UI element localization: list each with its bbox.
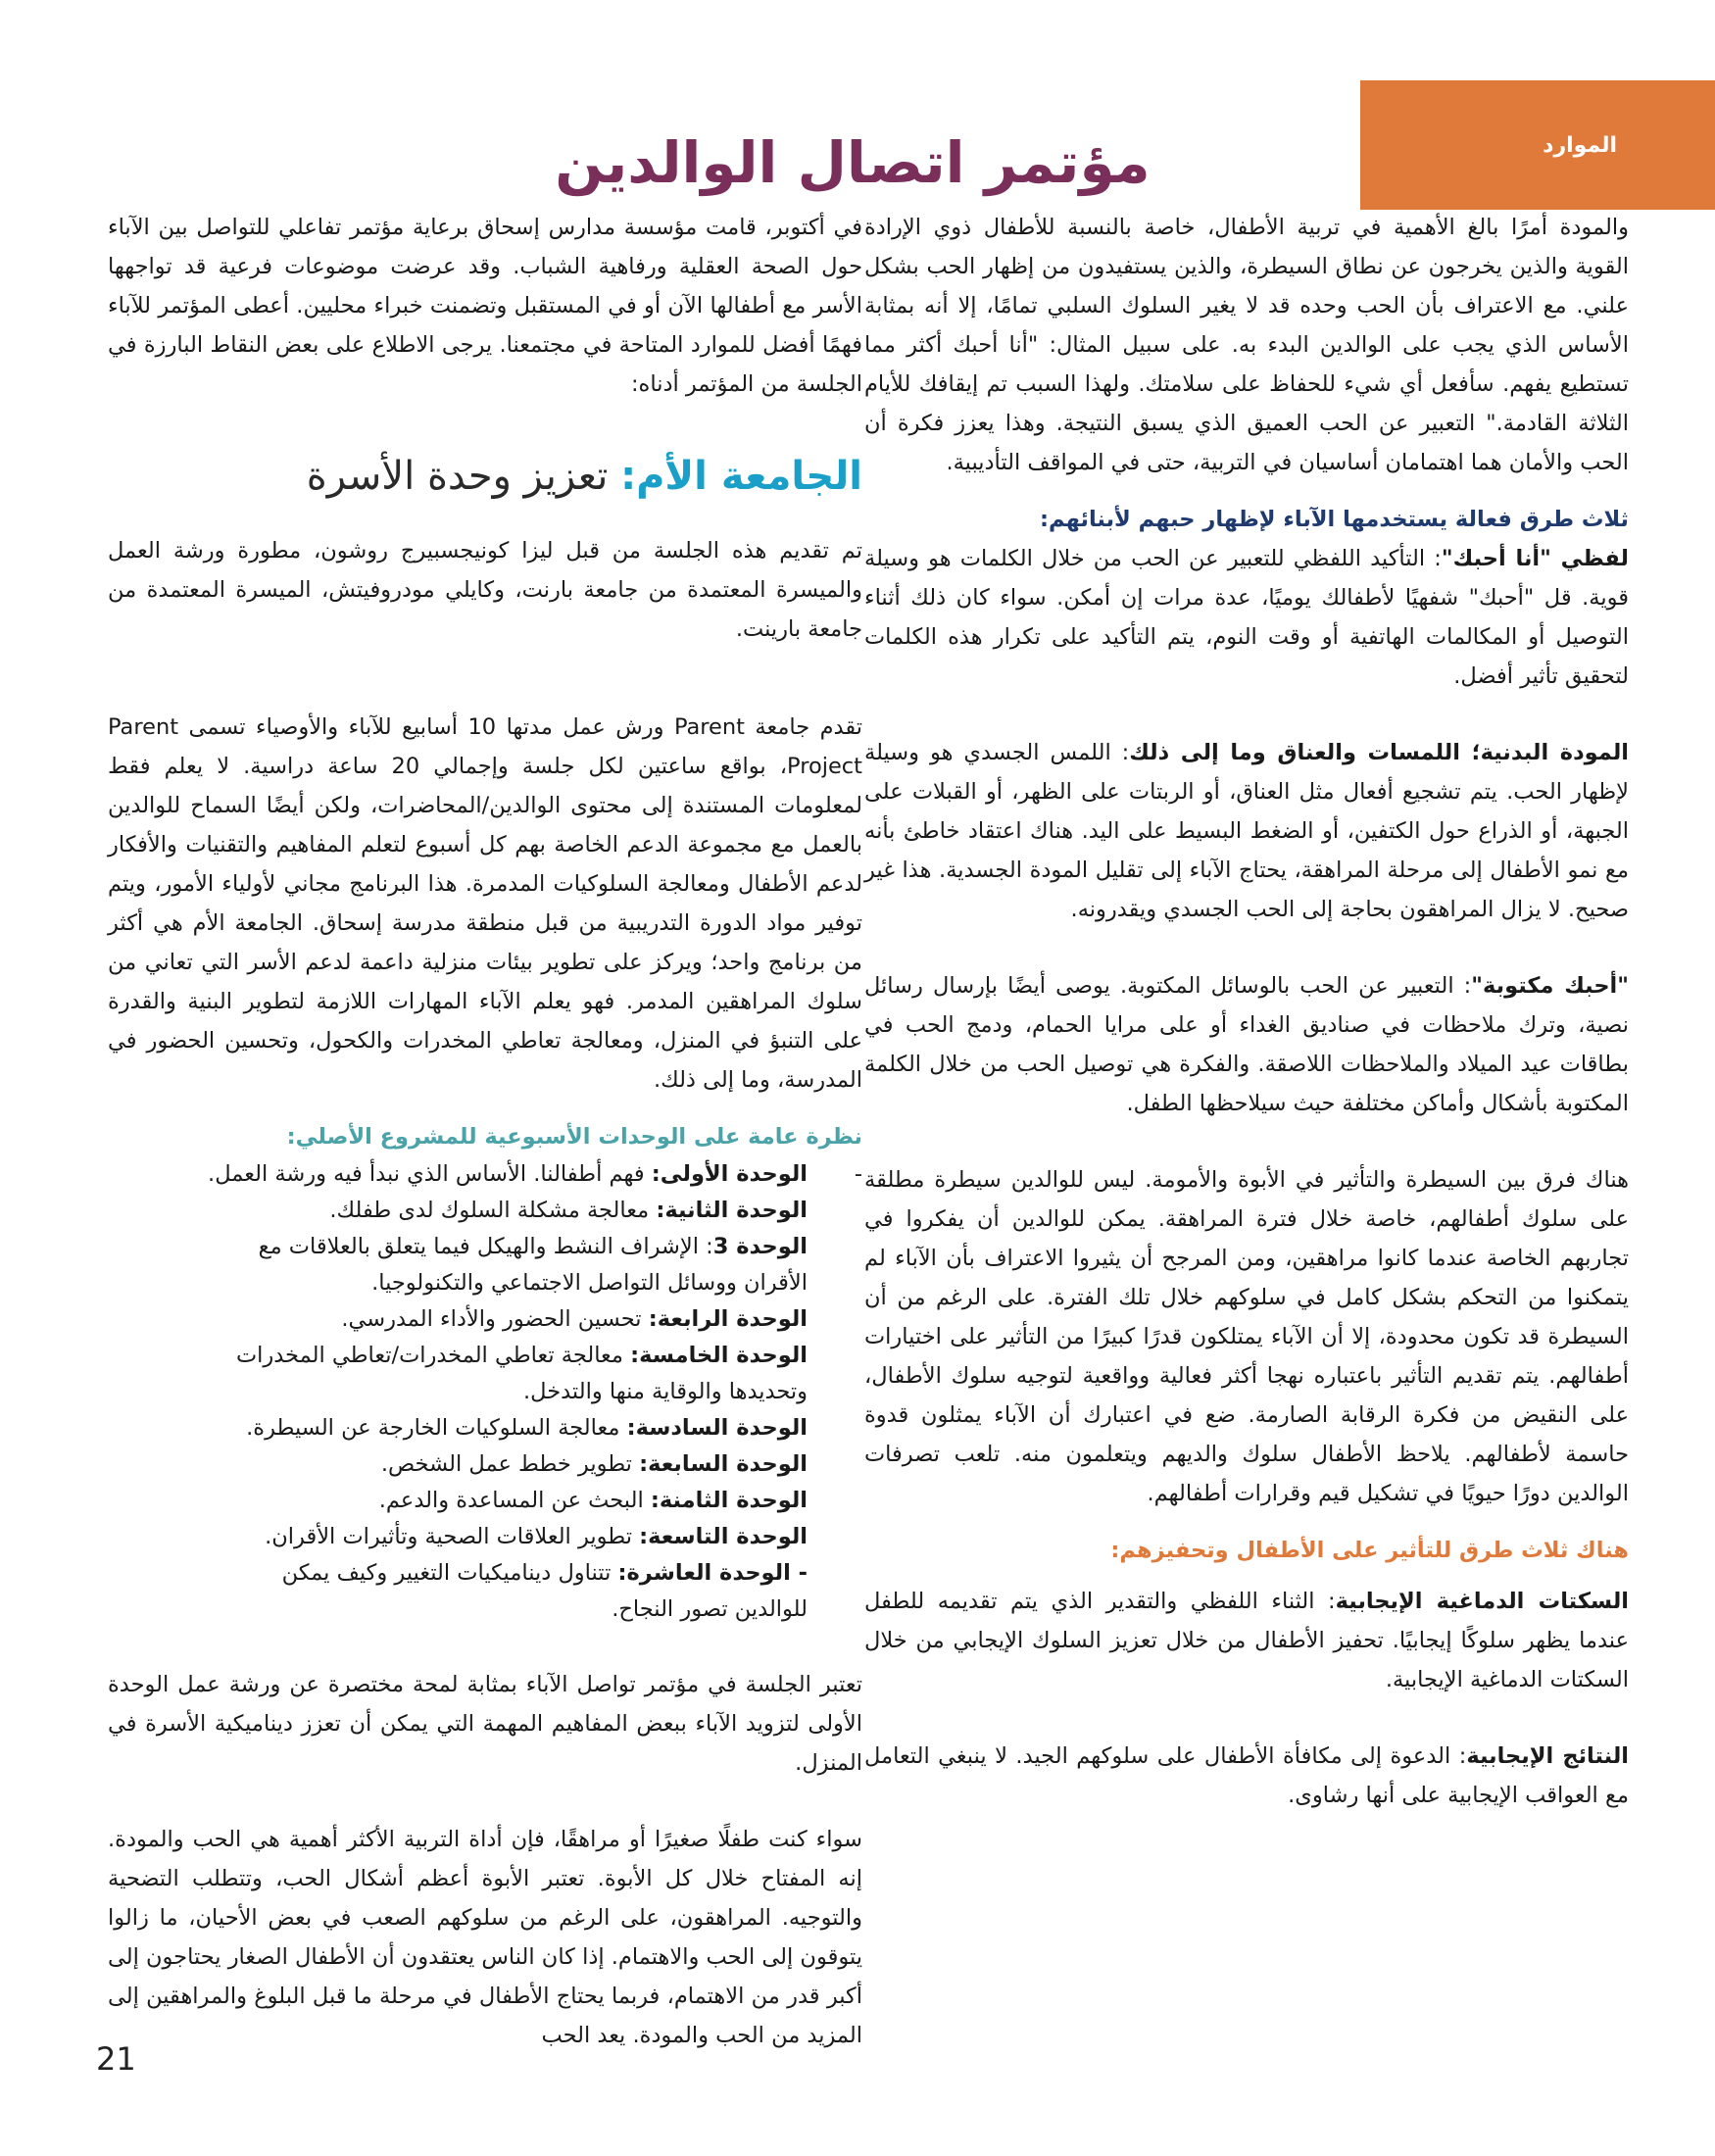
list-item: الوحدة الرابعة: تحسين الحضور والأداء المدرسي. [341,1306,808,1332]
section-tab-label: الموارد [1543,132,1617,158]
left-column [108,208,862,2055]
way-physical-label: المودة البدنية؛ اللمسات والعناق وما إلى ذلك [1129,740,1629,765]
units-heading: نظرة عامة على الوحدات الأسبوعية للمشروع الأصلي: [286,1124,862,1150]
influence-positive-results-text: : الدعوة إلى مكافأة الأطفال على سلوكهم الجيد. لا ينبغي التعامل مع العواقب الإيجابية على أنها رشاوى. [864,1743,1629,1808]
units-list [108,1156,862,1628]
section-heading [108,447,862,506]
page-number: 21 [96,2040,136,2078]
influence-positive-results-label: النتائج الإيجابية [1466,1743,1629,1769]
page-title: مؤتمر اتصال الوالدين [555,129,1151,196]
way-physical [864,733,1629,929]
list-item: وتحديدها والوقاية منها والتدخل. [523,1379,808,1404]
way-verbal-text: : التأكيد اللفظي للتعبير عن الحب من خلال الكلمات هو وسيلة قوية. قل "أحبك" شفهيًا لأطفالك يوميًا، عدة مرات إن أمكن. سواء كان ذلك أثناء التوصيل أو المكالمات الهاتفية أو وقت النوم، يتم التأكيد على تكرار هذه الكلمات لتحقيق تأثير أفضل. [864,546,1629,689]
way-physical-text: : اللمس الجسدي هو وسيلة لإظهار الحب. يتم تشجيع أفعال مثل العناق، أو الربتات على الظهر، أو القبلات على الجبهة، أو الذراع حول الكتفين، أو الضغط البسيط على اليد. هناك اعتقاد خاطئ بأنه مع نمو الأطفال إلى مرحلة المراهقة، يحتاج الآباء إلى تقليل المودة الجسدية. هذا غير صحيح. لا يزال المراهقون بحاجة إلى الحب الجسدي ويقدرونه. [864,740,1629,922]
section-heading-rest: تعزيز وحدة الأسرة [306,454,621,499]
influence-positive-strokes-text: : الثناء اللفظي والتقدير الذي يتم تقديمه للطفل عندما يظهر سلوكًا إيجابيًا. تحفيز الأطفال من خلال تعزيز السلوك الإيجابي من خلال السكتات الدماغية الإيجابية. [864,1589,1629,1692]
influence-positive-strokes-label: السكتات الدماغية الإيجابية [1335,1589,1629,1614]
section-heading-highlight: الجامعة الأم: [620,454,862,499]
love-ways-heading: ثلاث طرق فعالة يستخدمها الآباء لإظهار حبهم لأبنائهم: [1040,507,1629,532]
presenters-paragraph: تم تقديم هذه الجلسة من قبل ليزا كونيجسبيرج روشون، مطورة ورشة العمل والميسرة المعتمدة من جامعة بارنت، وكايلي مودروفيتش، الميسرة المعتمدة من جامعة بارينت. [108,538,862,642]
list-item: الوحدة الثامنة: البحث عن المساعدة والدعم. [378,1488,808,1513]
program-paragraph: تقدم جامعة Parent ورش عمل مدتها 10 أسابيع للآباء والأوصياء تسمى Parent Project، بواقع ساعتين لكل جلسة وإجمالي 20 ساعة دراسية. لا يعلم فقط لمعلومات المستندة إلى محتوى الوالدين/المحاضرات، ولكن أيضًا السماح للوالدين بالعمل مع مجموعة الدعم الخاصة بهم كل أسبوع لتعلم المفاهيم والتقنيات والأفكار لدعم الأطفال ومعالجة السلوكيات المدمرة. هذا البرنامج مجاني لأولياء الأمور، ويتم توفير مواد الدورة التدريبية من قبل منطقة مدرسة إسحاق. الجامعة الأم هي أكثر من برنامج واحد؛ ويركز على تطوير بيئات منزلية داعمة لدعم الأسر التي تعاني من سلوك المراهقين المدمر. فهو يعلم الآباء المهارات اللازمة لتطوير البنية والقدرة على التنبؤ في المنزل، ومعالجة تعاطي المخدرات والكحول، وتحسين الحضور في المدرسة، وما إلى ذلك. [108,714,862,1093]
way-verbal [864,539,1629,696]
summary-paragraph: تعتبر الجلسة في مؤتمر تواصل الآباء بمثابة لمحة مختصرة عن ورشة عمل الوحدة الأولى لتزويد الآباء ببعض المفاهيم المهمة التي يمكن أن تعزز ديناميكية الأسرة في المنزل. [108,1672,862,1776]
list-item: - الوحدة العاشرة: تتناول ديناميكيات التغيير وكيف يمكن [281,1560,808,1586]
list-dash: - [854,1161,862,1187]
list-item: -الوحدة الأولى: فهم أطفالنا. الأساس الذي نبدأ فيه ورشة العمل. [108,1156,862,1193]
influence-heading: هناك ثلاث طرق للتأثير على الأطفال وتحفيزهم: [1110,1538,1629,1563]
list-item: الوحدة 3: الإشراف النشط والهيكل فيما يتعلق بالعلاقات مع [258,1234,808,1259]
list-item: الوحدة التاسعة: تطوير العلاقات الصحية وتأثيرات الأقران. [265,1524,808,1549]
intro-paragraph: والمودة أمرًا بالغ الأهمية في تربية الأطفال، خاصة بالنسبة للأطفال ذوي الإرادة القوية والذين يخرجون عن نطاق السيطرة، والذين يستفيدون من إظهار الحب بشكل علني. مع الاعتراف بأن الحب وحده قد لا يغير السلوك السلبي تمامًا، إلا أنه بمثابة الأساس الذي يجب على الوالدين البدء به. على سبيل المثال: "أنا أحبك أكثر مما تستطيع يفهم. سأفعل أي شيء للحفاظ على سلامتك. ولهذا السبب تم إيقافك للأيام الثلاثة القادمة." التعبير عن الحب العميق الذي يسبق النتيجة. وهذا يعزز فكرة أن الحب والأمان هما اهتمامان أساسيان في التربية، حتى في المواقف التأديبية. [864,215,1629,475]
list-item: الوحدة الثانية: معالجة مشكلة السلوك لدى طفلك. [329,1198,808,1223]
list-item: الوحدة السادسة: معالجة السلوكيات الخارجة عن السيطرة. [246,1415,808,1441]
way-written-label: "أحبك مكتوبة" [1471,973,1629,999]
control-influence-paragraph: هناك فرق بين السيطرة والتأثير في الأبوة والأمومة. ليس للوالدين سيطرة مطلقة على سلوك أطفالهم، خاصة خلال فترة المراهقة. يمكن للوالدين أن يفكروا في تجاربهم الخاصة عندما كانوا مراهقين، ومن المرجح أن يثيروا الاعتراف بأن الآباء لم يتمكنوا من التحكم بشكل كامل في سلوكهم خلال تلك الفترة. على الرغم من أن السيطرة قد تكون محدودة، إلا أن الآباء يمتلكون قدرًا كبيرًا من التأثير على اختيارات أطفالهم. يتم تقديم التأثير باعتباره نهجا أكثر فعالية وواقعية لتوجيه سلوك الأطفال، على النقيض من فكرة الرقابة الصارمة. ضع في اعتبارك أن الآباء يمثلون قدوة حاسمة لأطفالهم. يلاحظ الأطفال سلوك والديهم ويتعلمون منه. تلعب تصرفات الوالدين دورًا حيويًا في تشكيل قيم وقرارات أطفالهم. [864,1167,1629,1506]
section-tab [1360,80,1715,210]
influence-positive-results [864,1737,1629,1815]
influence-positive-strokes [864,1582,1629,1699]
list-item: للوالدين تصور النجاح. [612,1596,808,1622]
love-paragraph: سواء كنت طفلًا صغيرًا أو مراهقًا، فإن أداة التربية الأكثر أهمية هي الحب والمودة. إنه المفتاح خلال كل الأبوة. تعتبر الأبوة أعظم أشكال الحب، وتتطلب التضحية والتوجيه. المراهقون، على الرغم من سلوكهم الصعب في بعض الأحيان، ما زالوا يتوقون إلى الحب والاهتمام. إذا كان الناس يعتقدون أن الأطفال الصغار يحتاجون إلى أكبر قدر من الاهتمام، فربما يحتاج الأطفال في مرحلة ما قبل البلوغ والمراهقين إلى المزيد من الحب والمودة. يعد الحب [108,1827,862,2048]
right-column [864,208,1629,1815]
conference-intro: في أكتوبر، قامت مؤسسة مدارس إسحاق برعاية مؤتمر تفاعلي للتواصل بين الآباء حول الصحة العقلية ورفاهية الشباب. وقد عرضت موضوعات فرعية قد تواجهها الأسر مع أطفالها الآن أو في المستقبل وتضمنت خبراء محليين. أعطى المؤتمر للآباء فهمًا أفضل للموارد المتاحة في مجتمعنا. يرجى الاطلاع على بعض النقاط البارزة في الجلسة من المؤتمر أدناه: [108,215,862,397]
way-verbal-label: لفظي "أنا أحبك" [1441,546,1629,571]
way-written [864,966,1629,1123]
list-item: الوحدة الخامسة: معالجة تعاطي المخدرات/تعاطي المخدرات [235,1343,808,1368]
list-item: الوحدة السابعة: تطوير خطط عمل الشخص. [380,1451,808,1477]
way-written-text: : التعبير عن الحب بالوسائل المكتوبة. يوصى أيضًا بإرسال رسائل نصية، وترك ملاحظات في صناديق الغداء أو على مرايا الحمام، ودمج الحب في بطاقات عيد الميلاد والملاحظات اللاصقة. والفكرة هي توصيل الحب من خلال الكلمة المكتوبة بأشكال وأماكن مختلفة حيث سيلاحظها الطفل. [864,973,1629,1116]
list-item: الأقران ووسائل التواصل الاجتماعي والتكنولوجيا. [371,1270,808,1296]
